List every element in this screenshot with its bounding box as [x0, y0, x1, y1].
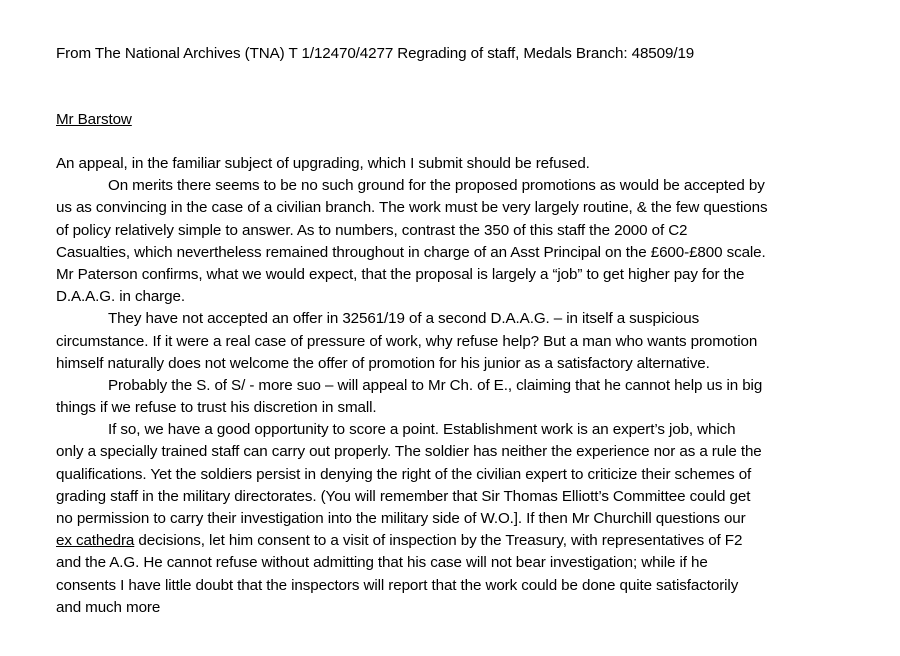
body-line: of policy relatively simple to answer. As to numbers, contrast the 350 of this staff the 2000 of C2	[56, 221, 688, 239]
body-line: and much more	[56, 598, 161, 616]
body-line: circumstance. If it were a real case of pressure of work, why refuse help? But a man who wants promotion	[56, 332, 758, 350]
body-line: Probably the S. of S/ - more suo – will appeal to Mr Ch. of E., claiming that he cannot help us in big	[108, 376, 763, 394]
body-line: Casualties, which nevertheless remained throughout in charge of an Asst Principal on the £600-£800 scale.	[56, 243, 766, 261]
body-line: They have not accepted an offer in 32561/19 of a second D.A.A.G. – in itself a suspicious	[108, 310, 700, 328]
body-line: no permission to carry their investigation into the military side of W.O.]. If then Mr Churchill questions our	[56, 510, 746, 527]
body-line: us as convincing in the case of a civilian branch. The work must be very largely routine, & the few questions	[56, 199, 768, 217]
source-reference: From The National Archives (TNA) T 1/12470/4277 Regrading of staff, Medals Branch: 48509/19	[56, 45, 695, 62]
body-line: Mr Paterson confirms, what we would expect, that the proposal is largely a “job” to get higher pay for the	[56, 265, 745, 283]
body-line: On merits there seems to be no such ground for the proposed promotions as would be accepted by	[108, 177, 765, 195]
body-line: If so, we have a good opportunity to score a point. Establishment work is an expert’s job, which	[108, 421, 736, 439]
body-line: grading staff in the military directorates. (You will remember that Sir Thomas Elliott’s Committee could get	[56, 487, 751, 505]
addressee-heading: Mr Barstow	[56, 111, 132, 128]
body-line: only a specially trained staff can carry out properly. The soldier has neither the experience nor as a rule the	[56, 443, 762, 461]
body-line: consents I have little doubt that the inspectors will report that the work could be done quite satisfactorily	[56, 576, 739, 594]
ex-cathedra-underlined: ex cathedra	[56, 532, 135, 550]
body-line-rest: decisions, let him consent to a visit of inspection by the Treasury, with representatives of F2	[134, 532, 743, 550]
body-line: things if we refuse to trust his discretion in small.	[56, 399, 377, 417]
body-line: himself naturally does not welcome the offer of promotion for his junior as a satisfactory alternative.	[56, 354, 710, 372]
body-line: qualifications. Yet the soldiers persist in denying the right of the civilian expert to criticize their schemes of	[56, 465, 752, 483]
body-line	[56, 530, 896, 552]
body-line: and the A.G. He cannot refuse without admitting that his case will not bear investigation; while if he	[56, 554, 708, 572]
memo-body	[56, 153, 896, 619]
body-line: An appeal, in the familiar subject of upgrading, which I submit should be refused.	[56, 155, 590, 172]
body-line: D.A.A.G. in charge.	[56, 288, 185, 306]
